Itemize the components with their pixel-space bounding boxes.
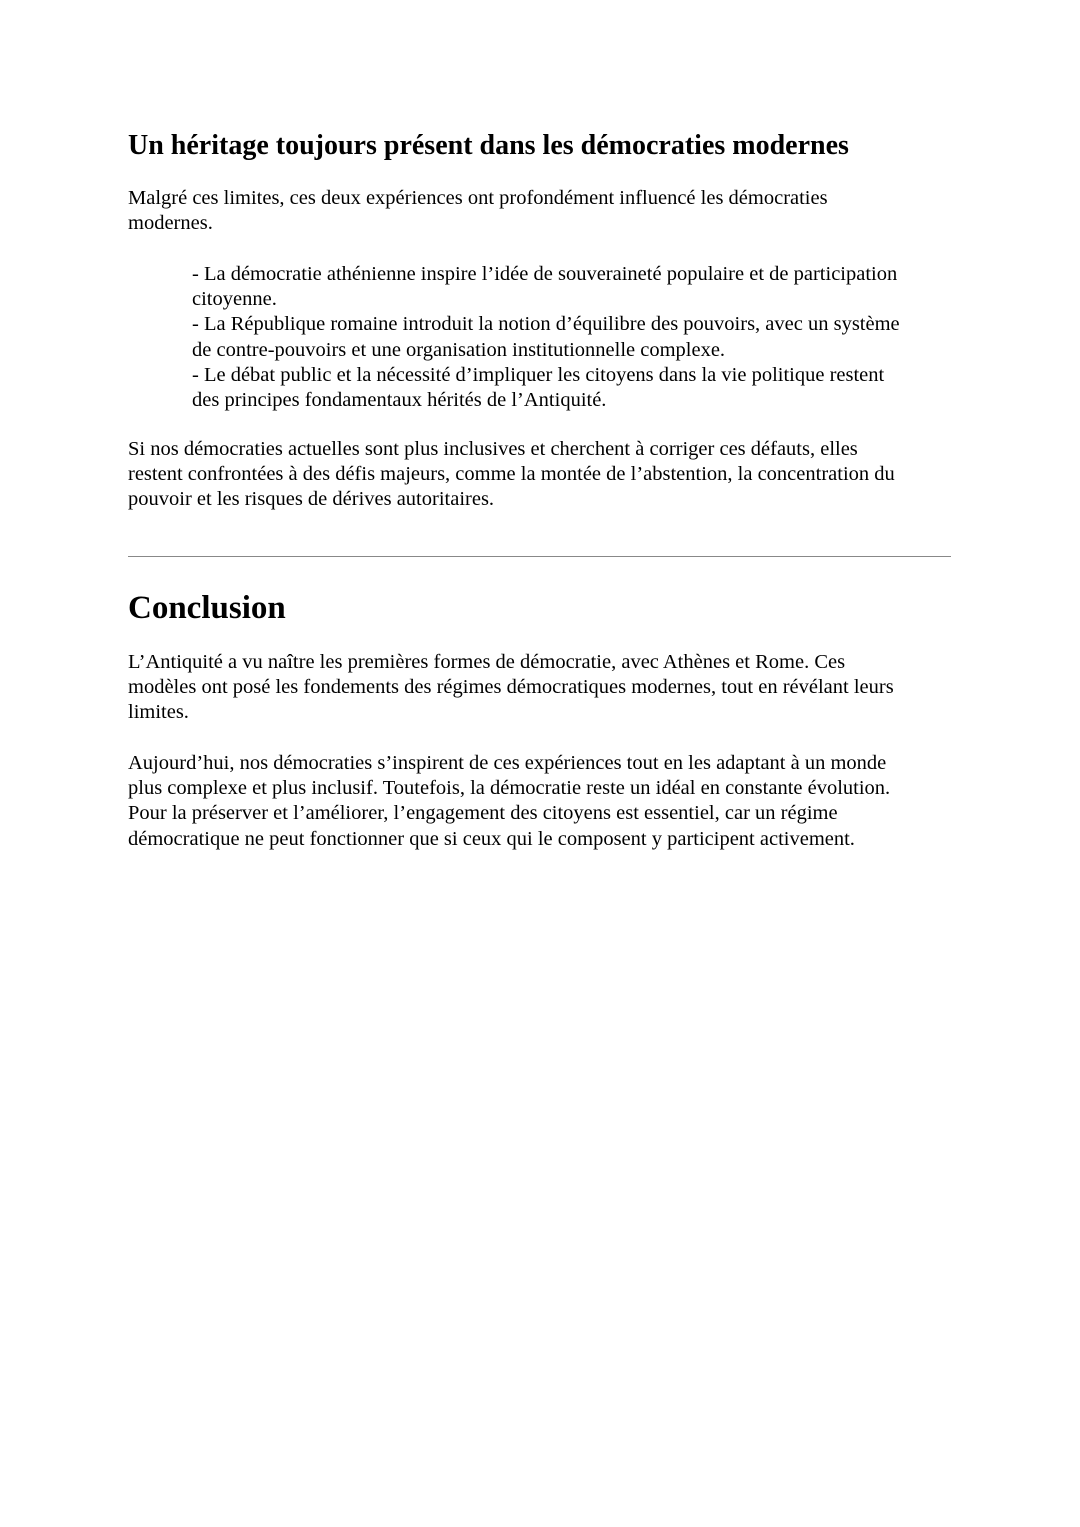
text-line: Si nos démocraties actuelles sont plus inclusives et cherchent à corriger ces défauts, elles — [128, 438, 858, 460]
list-item: - Le débat public et la nécessité d’impliquer les citoyens dans la vie politique restent — [192, 363, 885, 386]
text-line: limites. — [128, 701, 189, 724]
text-line: Malgré ces limites, ces deux expériences ont profondément influencé les démocraties — [128, 187, 828, 209]
conclusion-paragraph-2 — [128, 751, 958, 852]
text-line: L’Antiquité a vu naître les premières formes de démocratie, avec Athènes et Rome. Ces — [128, 651, 846, 673]
text-line: restent confrontées à des défis majeurs, comme la montée de l’abstention, la concentration du — [128, 463, 895, 486]
list-item: de contre-pouvoirs et une organisation institutionnelle complexe. — [192, 338, 726, 361]
text-line: démocratique ne peut fonctionner que si ceux qui le composent y participent activement. — [128, 827, 855, 850]
list-item: - La République romaine introduit la notion d’équilibre des pouvoirs, avec un système — [192, 313, 900, 336]
conclusion-paragraph-1 — [128, 650, 958, 726]
closing-paragraph — [128, 437, 958, 513]
horizontal-divider — [128, 556, 951, 557]
text-line: Aujourd’hui, nos démocraties s’inspirent de ces expériences tout en les adaptant à un monde — [128, 752, 887, 774]
text-line: plus complexe et plus inclusif. Toutefois, la démocratie reste un idéal en constante évolution. — [128, 777, 891, 800]
text-line: modèles ont posé les fondements des régimes démocratiques modernes, tout en révélant leurs — [128, 676, 894, 699]
text-line: modernes. — [128, 212, 213, 235]
intro-paragraph — [128, 186, 958, 236]
conclusion-heading: Conclusion — [128, 590, 286, 626]
list-item: citoyenne. — [192, 288, 277, 311]
list-item: des principes fondamentaux hérités de l’Antiquité. — [192, 389, 607, 412]
list-item: - La démocratie athénienne inspire l’idée de souveraineté populaire et de participation — [192, 263, 898, 285]
text-line: pouvoir et les risques de dérives autoritaires. — [128, 488, 495, 511]
text-line: Pour la préserver et l’améliorer, l’engagement des citoyens est essentiel, car un régime — [128, 802, 838, 825]
bullet-list — [192, 262, 1022, 413]
section-heading: Un héritage toujours présent dans les démocraties modernes — [128, 130, 849, 161]
